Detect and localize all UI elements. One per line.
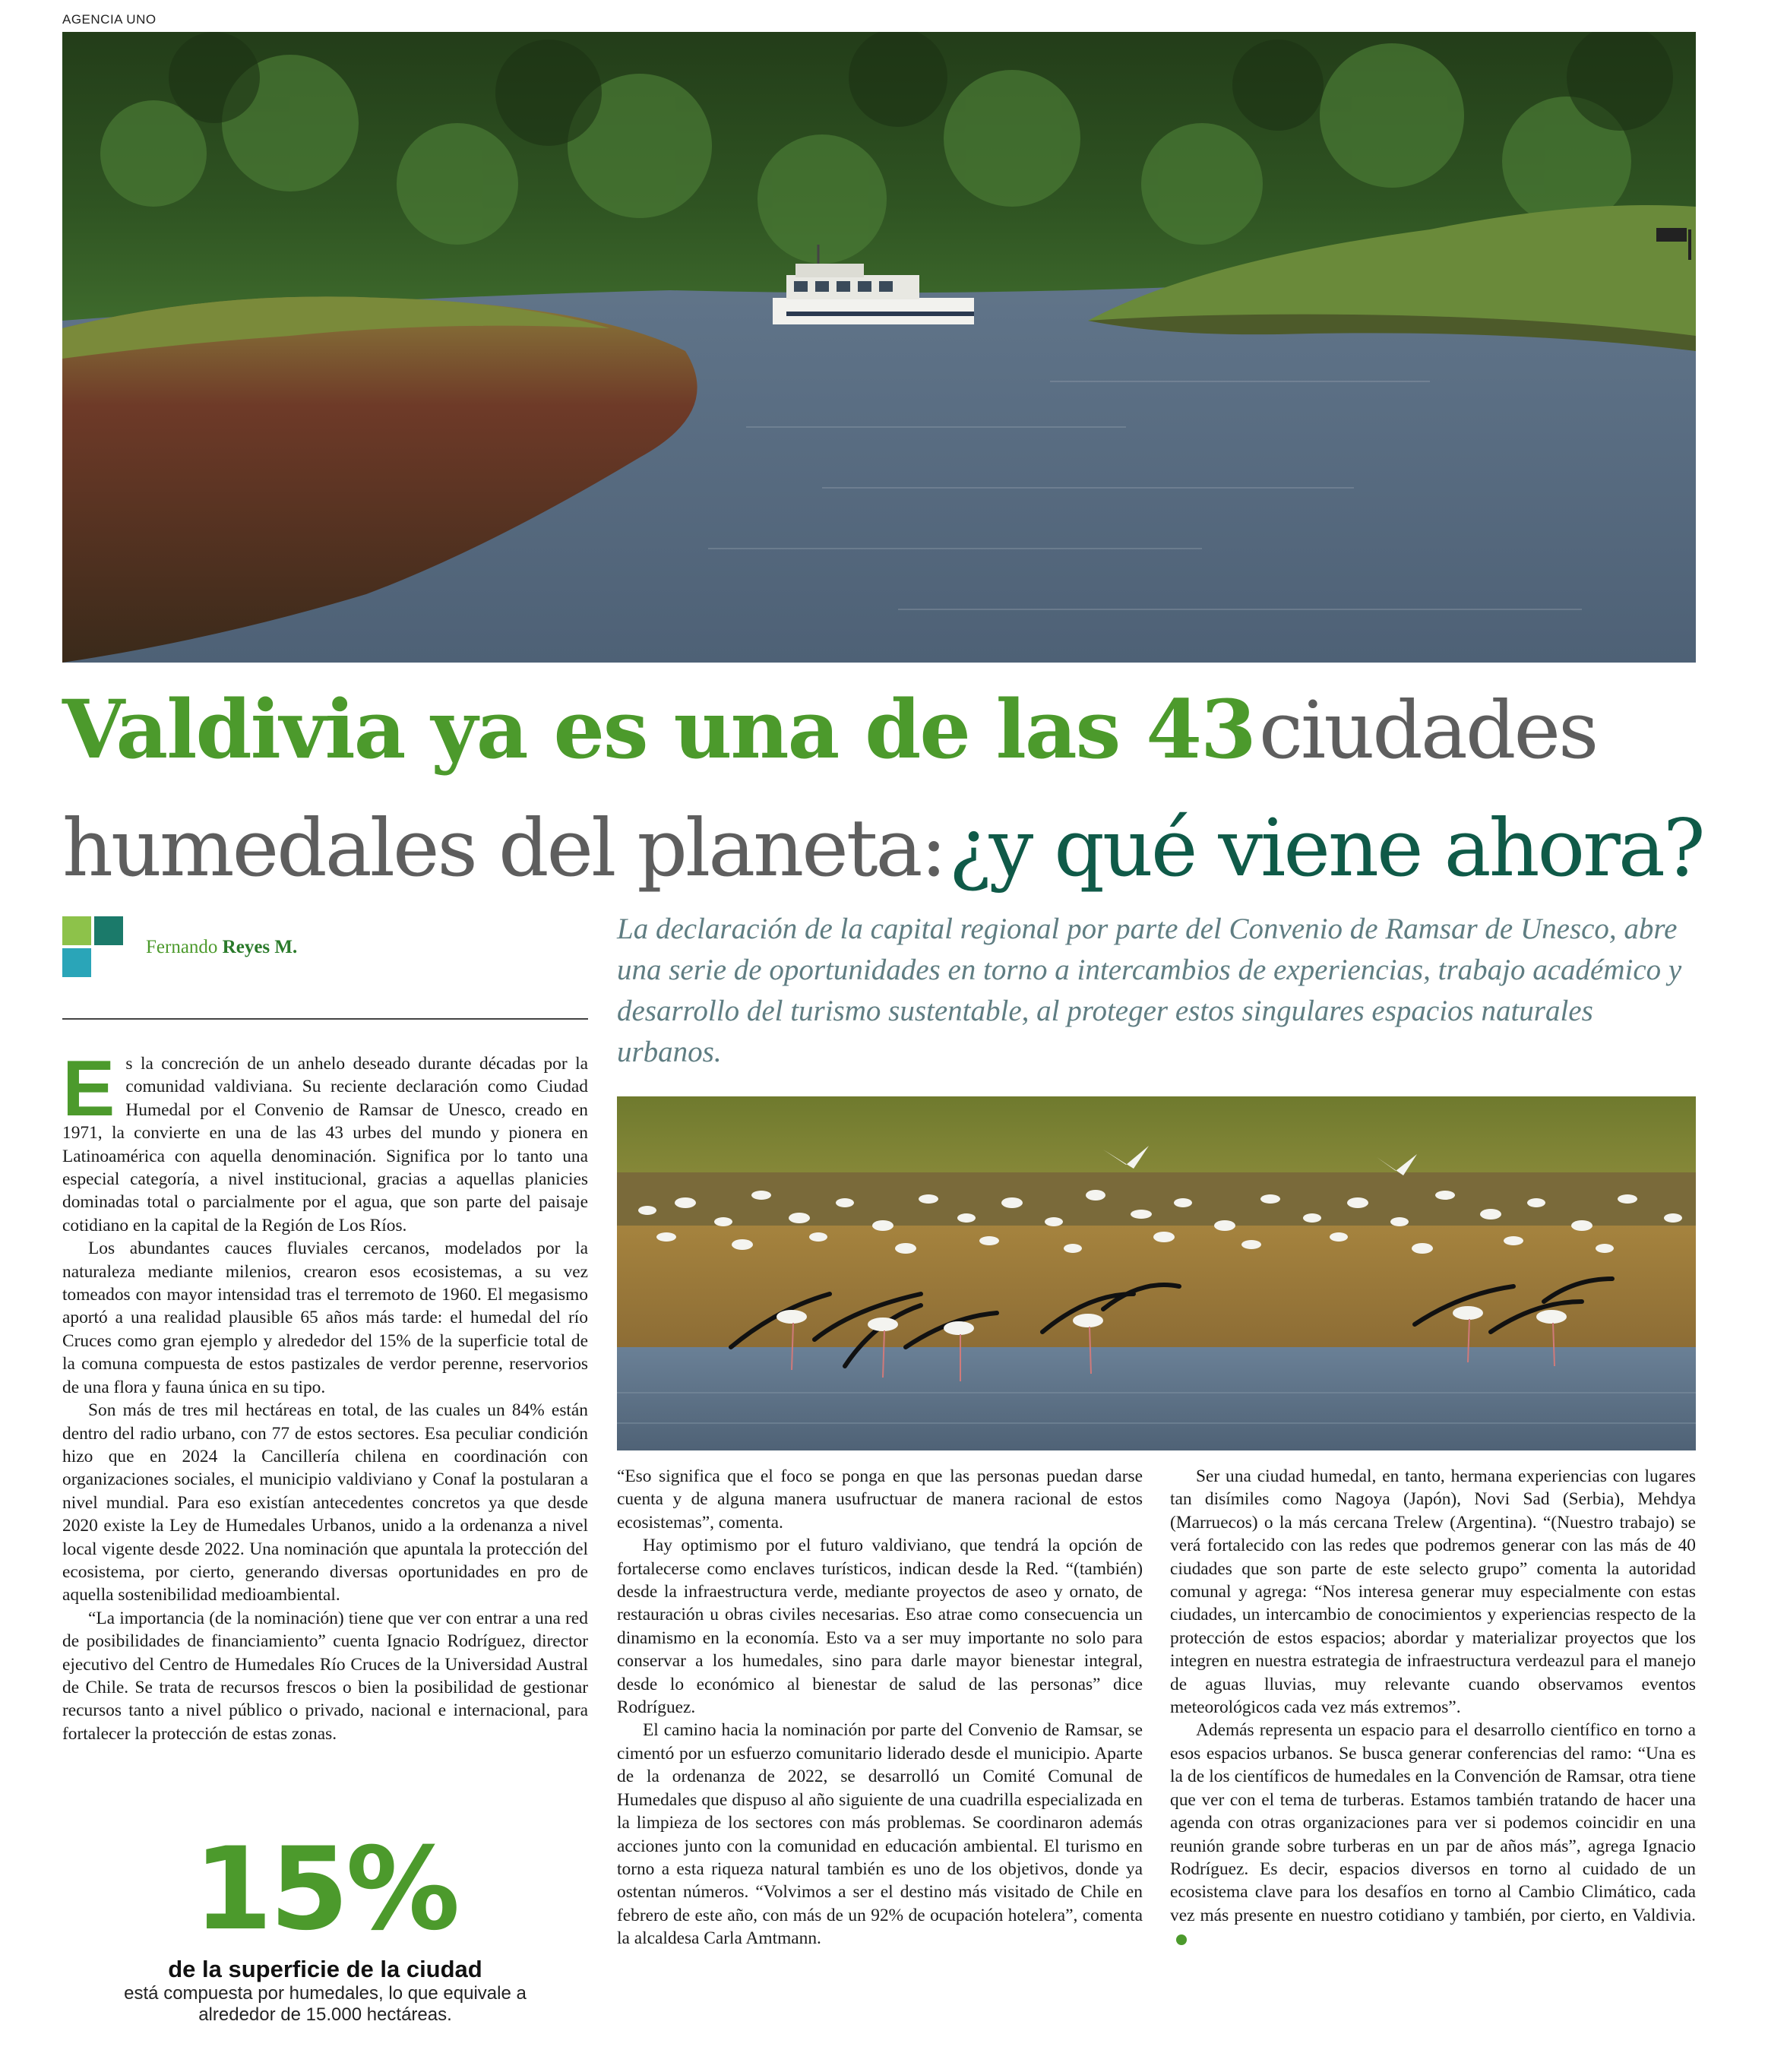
headline-part3: humedales del planeta: [62,802,945,894]
body-column-2 [617,1465,1143,1950]
byline-rule [62,1018,588,1020]
photo-credit: AGENCIA UNO [62,12,157,27]
stat-detail: está compuesta por humedales, lo que equivale a alrededor de 15.000 hectáreas. [124,1983,527,2025]
body-paragraph: Es la concreción de un anhelo deseado durante décadas por la comunidad valdiviana. Su reciente declaración como Ciudad Humedal por el Convenio de Ramsar de Unesco, creado en 1971, la convierte en una de las 43 urbes del mundo y pionera en Latinoamérica con aquella denominación. Significa por lo tanto una especial categoría, a nivel institucional, gracias a aquellas planicies dominadas total o parcialmente por el agua, que son parte del paisaje cotidiano en la capital de la Región de Los Ríos. [62,1045,588,1235]
dropcap: E [62,1045,115,1133]
author-last: Reyes M. [222,937,298,957]
author [146,937,297,958]
body-paragraph: “La importancia (de la nominación) tiene que ver con entrar a una red de posibilidades de financiamiento” cuenta Ignacio Rodríguez, director ejecutivo del Centro de Humedales Río Cruces de la Universidad Austral de Chile. Se trata de recursos frescos o bien la posibilidad de gestionar recursos tanto a nivel público o privado, nacional e internacional, para fortalecer la protección de estas zonas. [62,1608,588,1744]
headline [62,682,1734,919]
headline-part1: Valdivia ya es una de las 43 [62,682,1255,777]
byline [62,916,297,979]
stat-box [62,1824,588,2026]
body-paragraph: El camino hacia la nominación por parte del Convenio de Ramsar, se cimentó por un esfuerzo comunitario liderado desde el municipio. Aparte de la ordenanza de 2022, se desarrolló un Comité Comunal de Humedales que dispuso al año siguiente de una cuadrilla especializada en la limpieza de los sectores con más problemas. Se coordinaron además acciones junto con la comunidad en educación ambiental. El turismo en torno a esta riqueza natural también es uno de los objetivos, donde ya ostentan números. “Volvimos a ser el destino más visitado de Chile en febrero de este año, con más de un 92% de ocupación hotelera”, comenta la alcaldesa Carla Amtmann. [617,1720,1143,1949]
section-logo-icon [62,916,125,979]
body-paragraph: “Eso significa que el foco se ponga en que las personas puedan darse cuenta y de alguna manera usufructuar de manera racional de estos ecosistemas”, comenta. [617,1466,1143,1533]
end-mark-icon [1176,1934,1187,1945]
deck: La declaración de la capital regional por parte del Convenio de Ramsar de Unesco, abre una serie de oportunidades en torno a intercambios de experiencias, trabajo académico y desarrollo del turismo sustentable, al proteger estos singulares espacios naturales urbanos. [617,913,1682,1068]
body-paragraph: Son más de tres mil hectáreas en total, de las cuales un 84% están dentro del radio urbano, con 77 de estos sectores. Esa peculiar condición hizo que en 2024 la Cancillería chilena en coordinación con organizaciones sociales, el municipio valdiviano y Conaf la postularan a nivel mundial. Para eso existían antecedentes concretos ya que desde 2020 existe la Ley de Humedales Urbanos, unido a la ordenanza a nivel local vigente desde 2022. Una nominación que apuntala la protección del ecosistema, por cierto, generando diversas oportunidades en pro de aquella sostenibilidad medioambiental. [62,1400,588,1605]
wetland-birds-photo [617,1096,1696,1450]
body-paragraph: Hay optimismo por el futuro valdiviano, que tendrá la opción de fortalecerse como enclaves turísticos, indican desde la Red. “(también) desde la infraestructura verde, mediante proyectos de aseo y ornato, de restauración u obras civiles necesarias. Eso atrae como consecuencia un dinamismo en la economía. Esto va a ser muy importante no solo para conservar a los humedales, sino para darle mayor bienestar integral, desde lo económico al bienestar de salud de las personas” dice Rodríguez. [617,1536,1143,1718]
body-paragraph: Ser una ciudad humedal, en tanto, hermana experiencias con lugares tan disímiles como Nagoya (Japón), Novi Sad (Serbia), Mehdya (Marruecos) o la más cercana Trelew (Argentina). “(Nuestro trabajo) se verá fortalecido con las redes que podremos generar con las más de 40 ciudades que son parte de este selecto grupo” comenta la autoridad comunal y agrega: “Nos interesa generar muy especialmente con estas ciudades, un intercambio de conocimientos y experiencias respecto de la protección de estos espacios; abordar y materializar proyectos que los integren en nuestra estrategia de infraestructura verdeazul para el manejo de aguas lluvias, muy relevante cuando observamos eventos meteorológicos cada vez más extremos”. [1170,1466,1696,1718]
stat-value: 15% [193,1824,457,1956]
body-paragraph: Los abundantes cauces fluviales cercanos, modelados por la naturaleza mediante milenios, crearon esos ecosistemas, a su vez tomeados con mayor intensidad tras el terremoto de 1960. El megasismo aportó a una realidad plausible 65 años más tarde: el humedal del río Cruces como gran ejemplo y alrededor del 15% de la superficie total de la comuna compuesta de estos pastizales de verdor perenne, reservorios de una flora y fauna única en su tipo. [62,1238,588,1397]
stat-label: de la superficie de la ciudad [168,1956,482,1982]
headline-part2: ciudades [1258,684,1597,777]
river-boat-photo [62,32,1696,663]
body-column-1 [62,1045,588,1745]
author-first: Fernando [146,937,218,957]
headline-part4: ¿y qué viene ahora? [948,802,1703,894]
body-column-3 [1170,1465,1696,1950]
body-paragraph: Además representa un espacio para el desarrollo científico en torno a esos espacios urbanos. Se busca generar conferencias del ramo: “Una es la de los científicos de humedales en la Convención de Ramsar, otra tiene que ver con el tema de turberas. Estamos también tratando de hacer una agenda con otras organizaciones para ver si podemos coincidir en una reunión grande sobre turberas en un par de años más”, agrega Ignacio Rodríguez. Es decir, espacios diversos en torno al cuidado de un ecosistema clave para los desafíos en torno al Cambio Climático, cada vez más presente en nuestro cotidiano y también, por cierto, en Valdivia. [1170,1719,1696,1950]
